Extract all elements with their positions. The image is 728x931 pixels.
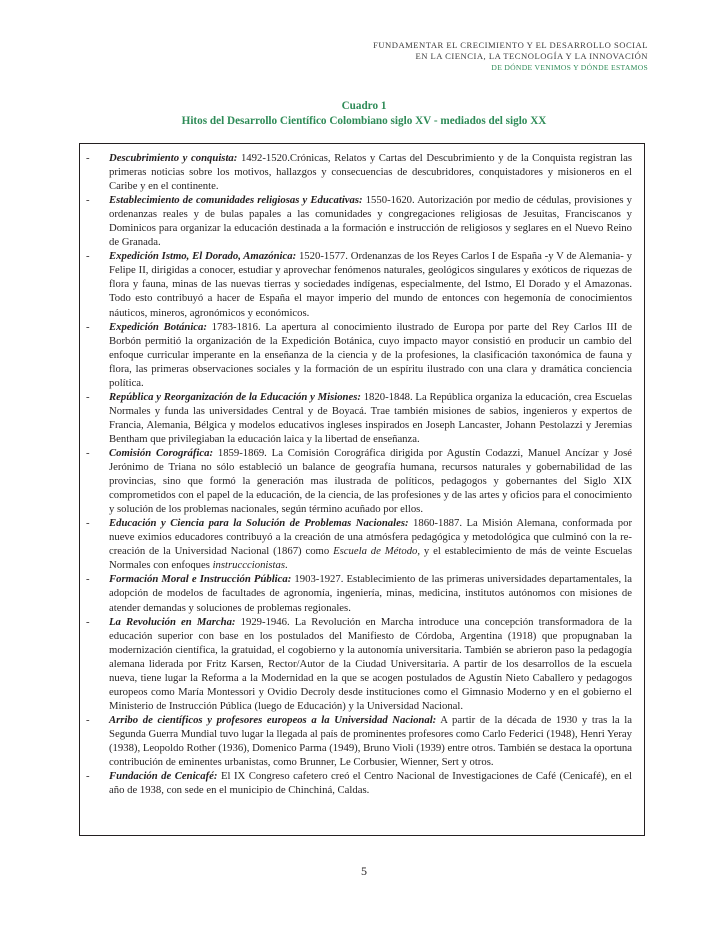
item-heading: Fundación de Cenicafé:: [109, 770, 218, 783]
item-text: 1820-1848. La República organiza la educación, crea Escuelas Normales y funda las universidades Central y de Boyacá. Trae también misiones de sabios, ingenieros y expertos de Francia, Alemania, Bélgica y modelos educativos ingleses inspirados en Joseph Lancaster, Johann Pestolazzi y Jeremias Bentham que privilegiaban la educación laica y la libertad de enseñanza.: [109, 390, 632, 445]
item-heading: Educación y Ciencia para la Solución de Problemas Nacionales:: [109, 517, 409, 530]
item-heading: Expedición Istmo, El Dorado, Amazónica:: [109, 250, 297, 263]
item-heading: Establecimiento de comunidades religiosas y Educativas:: [109, 194, 363, 207]
page-number: 5: [361, 864, 367, 878]
caption-title: Cuadro 1: [341, 100, 387, 112]
item-text: 1903-1927. Establecimiento de las primeras universidades departamentales, la adopción de modelos de facultades de agronomía, ingeniería, minas, medicina, institutos autónomos con misiones de atender demandas y soluciones de problemas regionales.: [109, 573, 632, 614]
item-text: A partir de la década de 1930 y tras la la Segunda Guerra Mundial tuvo lugar la llegada al país de prominentes profesores como Carlo Federici (1948), Henri Yeray (1938), Leopoldo Rother (1936), Domenico Parma (1949), Bruno Violi (1939) entre otros. También se destaca la oportuna contribución de eminentes urbanistas, como Brunner, Le Corbusier, Wienner, Sert y otros.: [109, 713, 632, 769]
item-text: 1859-1869. La Comisión Corográfica dirigida por Agustín Codazzi, Manuel Ancízar y José Jerónimo de Triana no sólo estableció un balance de geografía humana, recursos naturales y gobernabilidad de las provincias, sino que formó la generación mas ilustrada de políticos, pedagogos y gobernantes del Siglo XIX comprometidos con el papel de la educación, de la ciencia, de las profesiones y de las artes y oficios para el conocimiento y solución de los problemas nacionales, según término acuñado por ellos.: [109, 446, 633, 516]
item-text: 1929-1946. La Revolución en Marcha introduce una concepción transformadora de la educación superior con base en los postulados del Manifiesto de Córdoba, Argentina (1918) que propugnaban la modernización científica, la gratuidad, el cogobierno y la autonomía universitaria. También se abrieron paso la pedagogía alemana liderada por Fritz Karsen, Rector/Autor de la Ciudad Universitaria. A partir de los desarrollos de la escuela nueva, tiene lugar la Reforma a la Modernidad en la que se acogen postulados de Agustín Nieto Caballero y pedagogos europeos como María Montessori y Ovidio Decroly desde instituciones como el Gimnasio Moderno y en el gobierno el Ministerio de Instrucción Pública (luego de Educación) y la Universidad Nacional.: [109, 615, 632, 712]
item-text: El IX Congreso cafetero creó el Centro Nacional de Investigaciones de Café (Cenicafé), en el año de 1938, con sede en el municipio de Chinchiná, Caldas.: [109, 770, 633, 797]
item-heading: Expedición Botánica:: [109, 320, 207, 333]
list-item: - República y Reorganización de la Educación y Misiones: 1820-1848. La República organiza la educación, crea Escuelas Normales y funda las universidades Central y de Boyacá. Trae también misiones de sabios, ingenieros y expertos de Francia, Alemania, Bélgica y modelos educativos ingleses inspirados en Joseph Lancaster, Johann Pestolazzi y Jeremias Bentham que privilegiaban la educación laica y la libertad de enseñanza.: [86, 390, 632, 445]
list-item: - Expedición Botánica: 1783-1816. La apertura al conocimiento ilustrado de Europa por parte del Rey Carlos III de Borbón permitió la organización de la Expedición Botánica, cuyo impacto mayor consistió en producir un cambio del enfoque curricular imperante en la enseñanza de la ciencia y de la profesiones, la clasificación taxonómica de fauna y flora, las primeras observaciones sociales y la formación de un espíritu ilustrado con una clara y dramática conciencia política.: [86, 320, 632, 389]
item-text: , y el establecimiento de más de veinte Escuelas Normales con enfoques: [109, 545, 632, 572]
item-emphasis: instrucccionistas: [212, 559, 286, 572]
item-text: 1550-1620. Autorización por medio de cédulas, provisiones y ordenanzas reales y de bulas papales a las comunidades y congregaciones religiosas de Jesuitas, Franciscanos y Dominicos para organizar la educación destinada a la formación e instrucción de religiosos y seglares en el Nuevo Reino de Granada.: [109, 194, 632, 249]
item-heading: Formación Moral e Instrucción Pública:: [109, 573, 292, 586]
header-section-title: DE DÓNDE VENIMOS Y DÓNDE ESTAMOS: [491, 63, 648, 72]
item-heading: La Revolución en Marcha:: [109, 615, 236, 628]
list-item: - Expedición Istmo, El Dorado, Amazónica: 1520-1577. Ordenanzas de los Reyes Carlos I de España -y V de Alemania- y Felipe II, dirigidas a conocer, estudiar y aprovechar fenómenos naturales, geológicos singulares y exóticos de riquezas de flora y fauna, minas de las nuevas tierras y sociedades indígenas, especialmente, del Istmo, El Dorado y el Amazonas. Todo esto contribuyó a hacer de España el mayor imperio del mundo de entonces con hegemonía de conocimientos náuticos, mineros, agronómicos y económicos.: [86, 250, 632, 319]
item-text: 1783-1816. La apertura al conocimiento ilustrado de Europa por parte del Rey Carlos III de Borbón permitió la organización de la Expedición Botánica, cuyo impacto mayor consistió en producir un cambio del enfoque curricular imperante en la enseñanza de la ciencia y de la profesiones, la clasificación taxonómica de fauna y flora, las primeras observaciones sociales y la formación de un espíritu ilustrado con una clara y dramática conciencia política.: [109, 320, 632, 389]
item-heading: Arribo de científicos y profesores europeos a la Universidad Nacional:: [109, 713, 437, 726]
list-item: - Arribo de científicos y profesores europeos a la Universidad Nacional: A partir de la década de 1930 y tras la la Segunda Guerra Mundial tuvo lugar la llegada al país de prominentes profesores como Carlo Federici (1948), Henri Yeray (1938), Leopoldo Rother (1936), Domenico Parma (1949), Bruno Violi (1939) entre otros. También se destaca la oportuna contribución de eminentes urbanistas, como Brunner, Le Corbusier, Wienner, Sert y otros.: [86, 713, 632, 769]
list-item: - Educación y Ciencia para la Solución de Problemas Nacionales: 1860-1887. La Misión Alemana, conformada por nueve eximios educadores contribuyó a la creación de una atmósfera pedagógica y metodológica que culminó con la re-creación de la Universidad Nacional (1867) como Escuela de Método, y el establecimiento de más de veinte Escuelas Normales con enfoques instrucccionistas.: [86, 517, 632, 572]
caption-subtitle: Hitos del Desarrollo Científico Colombiano siglo XV - mediados del siglo XX: [181, 115, 547, 127]
item-heading: República y Reorganización de la Educación y Misiones:: [109, 390, 361, 403]
list-item: - Descubrimiento y conquista: 1492-1520.Crónicas, Relatos y Cartas del Descubrimiento y de la Conquista registran las primeras noticias sobre los motivos, hallazgos y consecuencias de descubridores, conquistadores y misioneros en el Caribe y en el continente.: [86, 152, 632, 193]
header-line-1: FUNDAMENTAR EL CRECIMIENTO Y EL DESARROLLO SOCIAL: [373, 40, 648, 50]
list-item: - Establecimiento de comunidades religiosas y Educativas: 1550-1620. Autorización por medio de cédulas, provisiones y ordenanzas reales y de bulas papales a las comunidades y congregaciones religiosas de Jesuitas, Franciscanos y Dominicos para organizar la educación destinada a la formación e instrucción de religiosos y seglares en el Nuevo Reino de Granada.: [86, 194, 632, 249]
list-item: - Fundación de Cenicafé: El IX Congreso cafetero creó el Centro Nacional de Investigaciones de Café (Cenicafé), en el año de 1938, con sede en el municipio de Chinchiná, Caldas.: [86, 770, 633, 797]
item-text: .: [285, 559, 288, 572]
running-header: [373, 40, 648, 73]
item-text: 1492-1520.Crónicas, Relatos y Cartas del Descubrimiento y de la Conquista registran las primeras noticias sobre los motivos, hallazgos y consecuencias de descubridores, conquistadores y misioneros en el Caribe y en el continente.: [109, 152, 632, 193]
list-item: - La Revolución en Marcha: 1929-1946. La Revolución en Marcha introduce una concepción transformadora de la educación superior con base en los postulados del Manifiesto de Córdoba, Argentina (1918) que propugnaban la modernización científica, la gratuidad, el cogobierno y la autonomía universitaria. También se abrieron paso la pedagogía alemana liderada por Fritz Karsen, Rector/Autor de la Ciudad Universitaria. A partir de los desarrollos de la escuela nueva, tiene lugar la Reforma a la Modernidad en la que se acogen postulados de Agustín Nieto Caballero y pedagogos europeos como María Montessori y Ovidio Decroly desde instituciones como el Gimnasio Moderno y en el gobierno el Ministerio de Instrucción Pública (luego de Educación) y la Universidad Nacional.: [86, 615, 632, 712]
milestones-list: [86, 151, 632, 797]
item-text: 1860-1887. La Misión Alemana, conformada por nueve eximios educadores contribuyó a la creación de una atmósfera pedagógica y metodológica que culminó con la re-creación de la Universidad Nacional (1867) como: [109, 517, 632, 558]
item-heading: Comisión Corográfica:: [109, 446, 214, 459]
list-item: - Formación Moral e Instrucción Pública: 1903-1927. Establecimiento de las primeras universidades departamentales, la adopción de modelos de facultades de agronomía, ingeniería, minas, medicina, institutos autónomos con misiones de atender demandas y soluciones de problemas regionales.: [86, 573, 632, 614]
table-caption: [0, 99, 728, 129]
header-line-2: EN LA CIENCIA, LA TECNOLOGÍA Y LA INNOVACIÓN: [415, 51, 648, 61]
item-heading: Descubrimiento y conquista:: [109, 152, 238, 164]
item-emphasis: Escuela de Método: [333, 545, 418, 558]
item-text: 1520-1577. Ordenanzas de los Reyes Carlos I de España -y V de Alemania- y Felipe II, dirigidas a conocer, estudiar y aprovechar fenómenos naturales, geológicos singulares y exóticos de riquezas de flora y fauna, minas de las nuevas tierras y sociedades indígenas, especialmente, del Istmo, El Dorado y el Amazonas. Todo esto contribuyó a hacer de España el mayor imperio del mundo de entonces con hegemonía de conocimientos náuticos, mineros, agronómicos y económicos.: [109, 250, 632, 319]
list-item: - Comisión Corográfica: 1859-1869. La Comisión Corográfica dirigida por Agustín Codazzi, Manuel Ancízar y José Jerónimo de Triana no sólo estableció un balance de geografía humana, recursos naturales y gobernabilidad de las provincias, sino que formó la generación mas ilustrada de políticos, pedagogos y gobernantes del Siglo XIX comprometidos con el papel de la educación, de la ciencia, de las profesiones y de las artes y oficios para el conocimiento y solución de los problemas nacionales, según término acuñado por ellos.: [86, 446, 633, 516]
